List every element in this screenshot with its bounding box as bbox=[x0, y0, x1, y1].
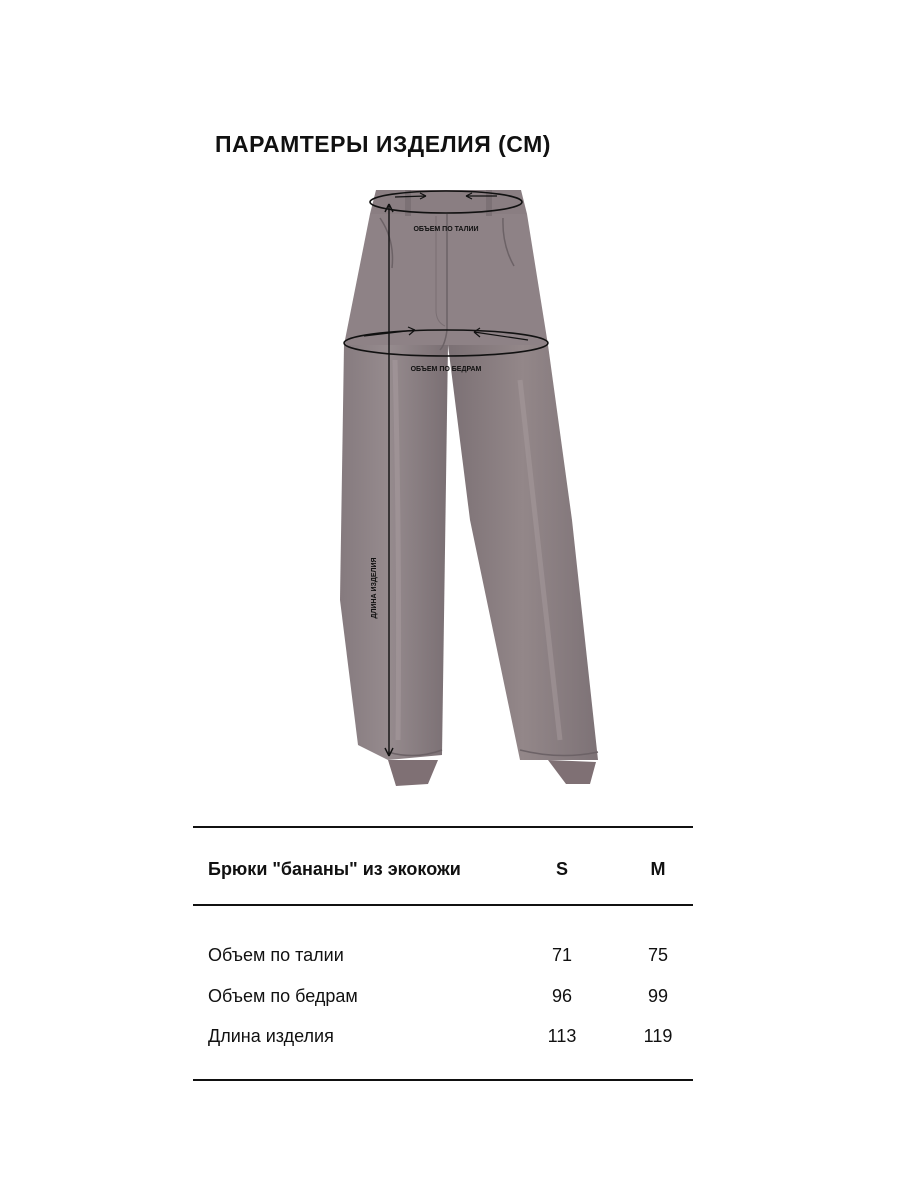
table-row bbox=[193, 945, 693, 969]
value-s: 96 bbox=[551, 986, 573, 1006]
value-m: 99 bbox=[647, 986, 669, 1006]
page-title: ПАРАМТЕРЫ ИЗДЕЛИЯ (СМ) bbox=[215, 131, 551, 157]
length-label: ДЛИНА ИЗДЕЛИЯ bbox=[371, 557, 378, 619]
table-row bbox=[193, 1026, 693, 1050]
size-header-s: S bbox=[555, 859, 568, 879]
hip-label: ОБЪЕМ ПО БЕДРАМ bbox=[410, 366, 482, 373]
row-label: Длина изделия bbox=[208, 1026, 334, 1046]
trousers-upper bbox=[344, 214, 548, 345]
product-name: Брюки "бананы" из экокожи bbox=[208, 859, 461, 879]
table-top-rule bbox=[193, 826, 693, 828]
right-shoe bbox=[548, 760, 596, 784]
row-label: Объем по бедрам bbox=[208, 986, 358, 1006]
table-bottom-rule bbox=[193, 1079, 693, 1081]
value-m: 119 bbox=[643, 1026, 673, 1046]
left-shoe bbox=[388, 760, 438, 786]
value-s: 113 bbox=[547, 1026, 577, 1046]
row-label: Объем по талии bbox=[208, 945, 344, 965]
value-m: 75 bbox=[647, 945, 669, 965]
size-header-m: M bbox=[650, 859, 666, 879]
waist-label: ОБЪЕМ ПО ТАЛИИ bbox=[413, 226, 479, 233]
value-s: 71 bbox=[551, 945, 573, 965]
table-header-rule bbox=[193, 904, 693, 906]
table-row bbox=[193, 986, 693, 1010]
